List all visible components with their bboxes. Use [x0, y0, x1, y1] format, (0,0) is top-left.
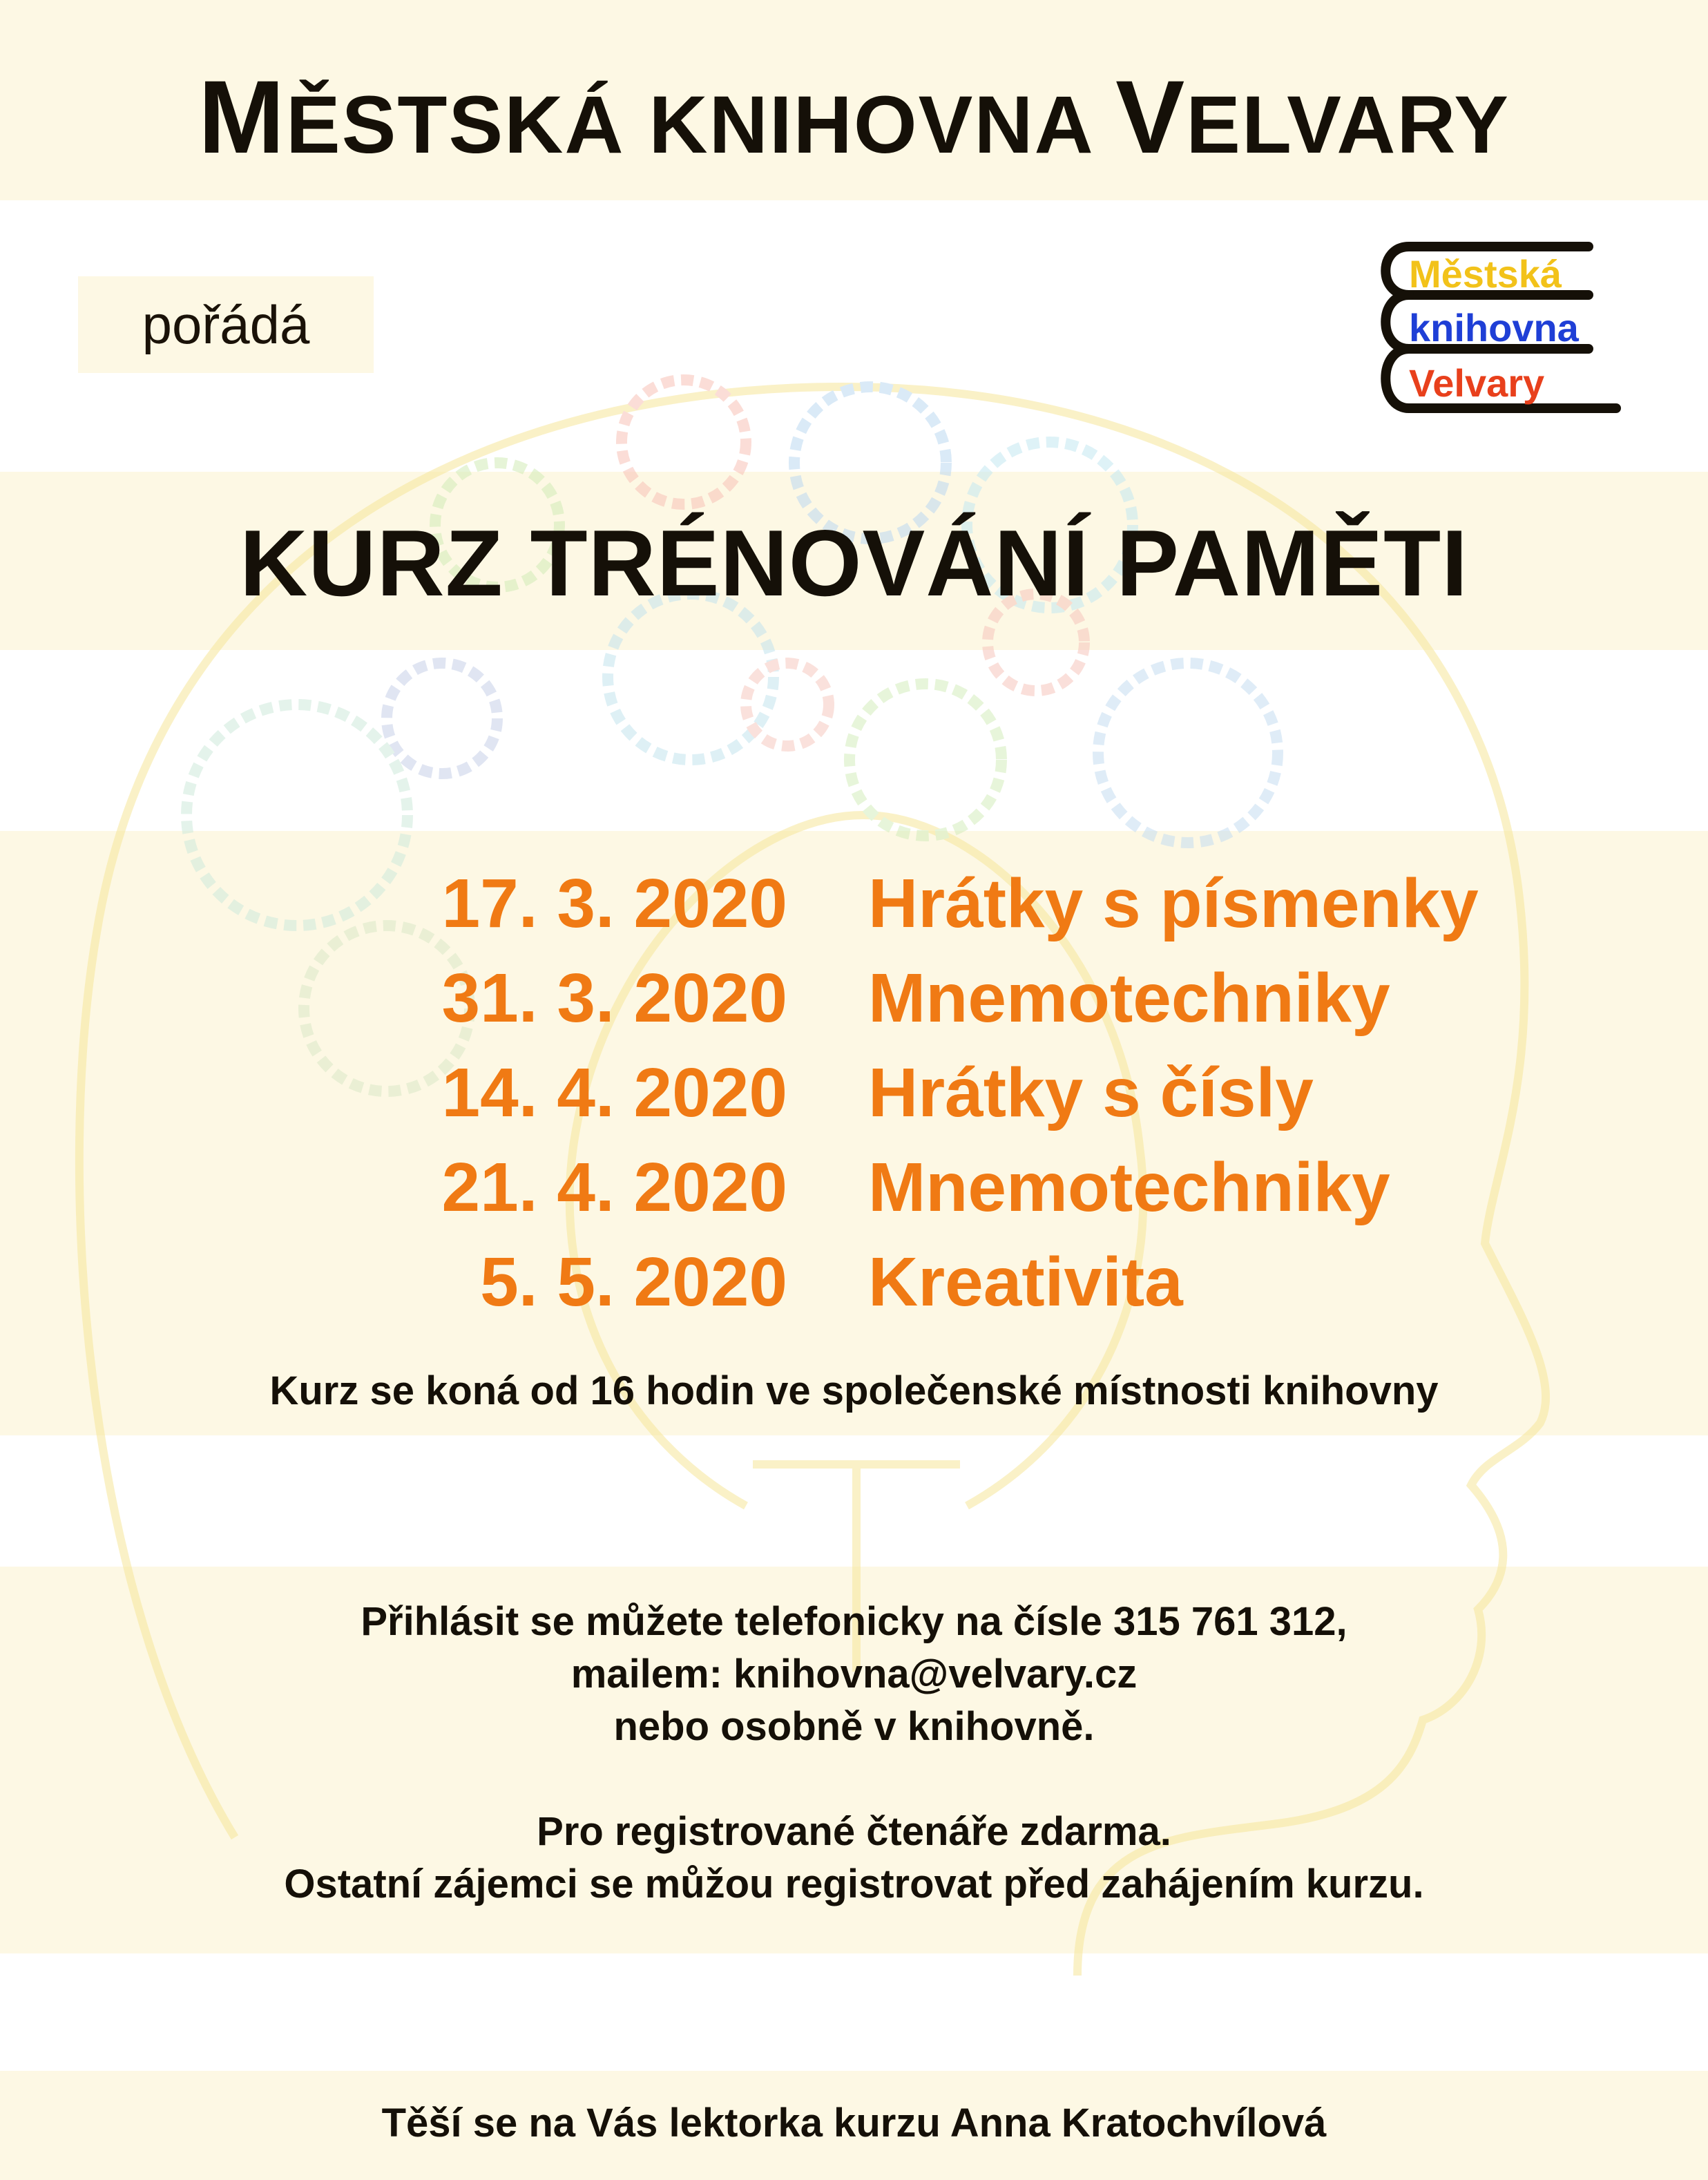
contact-spacer: [0, 1753, 1708, 1806]
title-letter-m: M: [198, 59, 286, 175]
course-title: KURZ TRÉNOVÁNÍ PAMĚTI: [240, 510, 1468, 615]
pricing-others-line: Ostatní zájemci se můžou registrovat před zahájením kurzu.: [284, 1862, 1424, 1906]
title-part-elvary: ELVARY: [1186, 79, 1510, 171]
session-date: 31. 3. 2020: [441, 959, 787, 1037]
session-date: 21. 4. 2020: [441, 1149, 787, 1226]
schedule-row: [387, 951, 1630, 1046]
logo-word-mestska: Městská: [1409, 252, 1562, 296]
lecturer-note: Těší se na Vás lektorka kurzu Anna Kratochvílová: [381, 2101, 1327, 2145]
session-topic: Mnemotechniky: [868, 1149, 1390, 1226]
contact-phone-line: Přihlásit se můžete telefonicky na čísle 315 761 312,: [361, 1599, 1347, 1644]
schedule-list: [387, 857, 1630, 1330]
organizer-label: pořádá: [142, 294, 310, 355]
session-topic: Hrátky s písmenky: [868, 865, 1479, 942]
schedule-row: [387, 857, 1630, 951]
schedule-row: [387, 1140, 1630, 1235]
library-logo: [1361, 238, 1637, 418]
logo-word-knihovna: knihovna: [1409, 306, 1579, 350]
organizer-label-box: [78, 276, 374, 373]
session-date: 5. 5. 2020: [480, 1243, 787, 1321]
contact-inperson-line: nebo osobně v knihovně.: [613, 1704, 1095, 1749]
session-topic: Mnemotechniky: [868, 959, 1390, 1037]
session-topic: Kreativita: [868, 1243, 1183, 1321]
library-title: [0, 58, 1708, 184]
contact-info: [0, 1596, 1708, 1911]
contact-email-line: mailem: knihovna@velvary.cz: [570, 1652, 1138, 1696]
schedule-row: [387, 1046, 1630, 1140]
logo-word-velvary: Velvary: [1409, 361, 1545, 405]
session-date: 14. 4. 2020: [441, 1054, 787, 1131]
session-date: 17. 3. 2020: [441, 865, 787, 942]
venue-note: Kurz se koná od 16 hodin ve společenské místnosti knihovny: [269, 1368, 1439, 1413]
session-topic: Hrátky s čísly: [868, 1054, 1314, 1131]
pricing-free-line: Pro registrované čtenáře zdarma.: [537, 1809, 1171, 1854]
schedule-row: [387, 1235, 1630, 1330]
title-letter-v: V: [1115, 59, 1187, 175]
title-part-mestska-knihovna: ĚSTSKÁ KNIHOVNA: [285, 79, 1116, 171]
